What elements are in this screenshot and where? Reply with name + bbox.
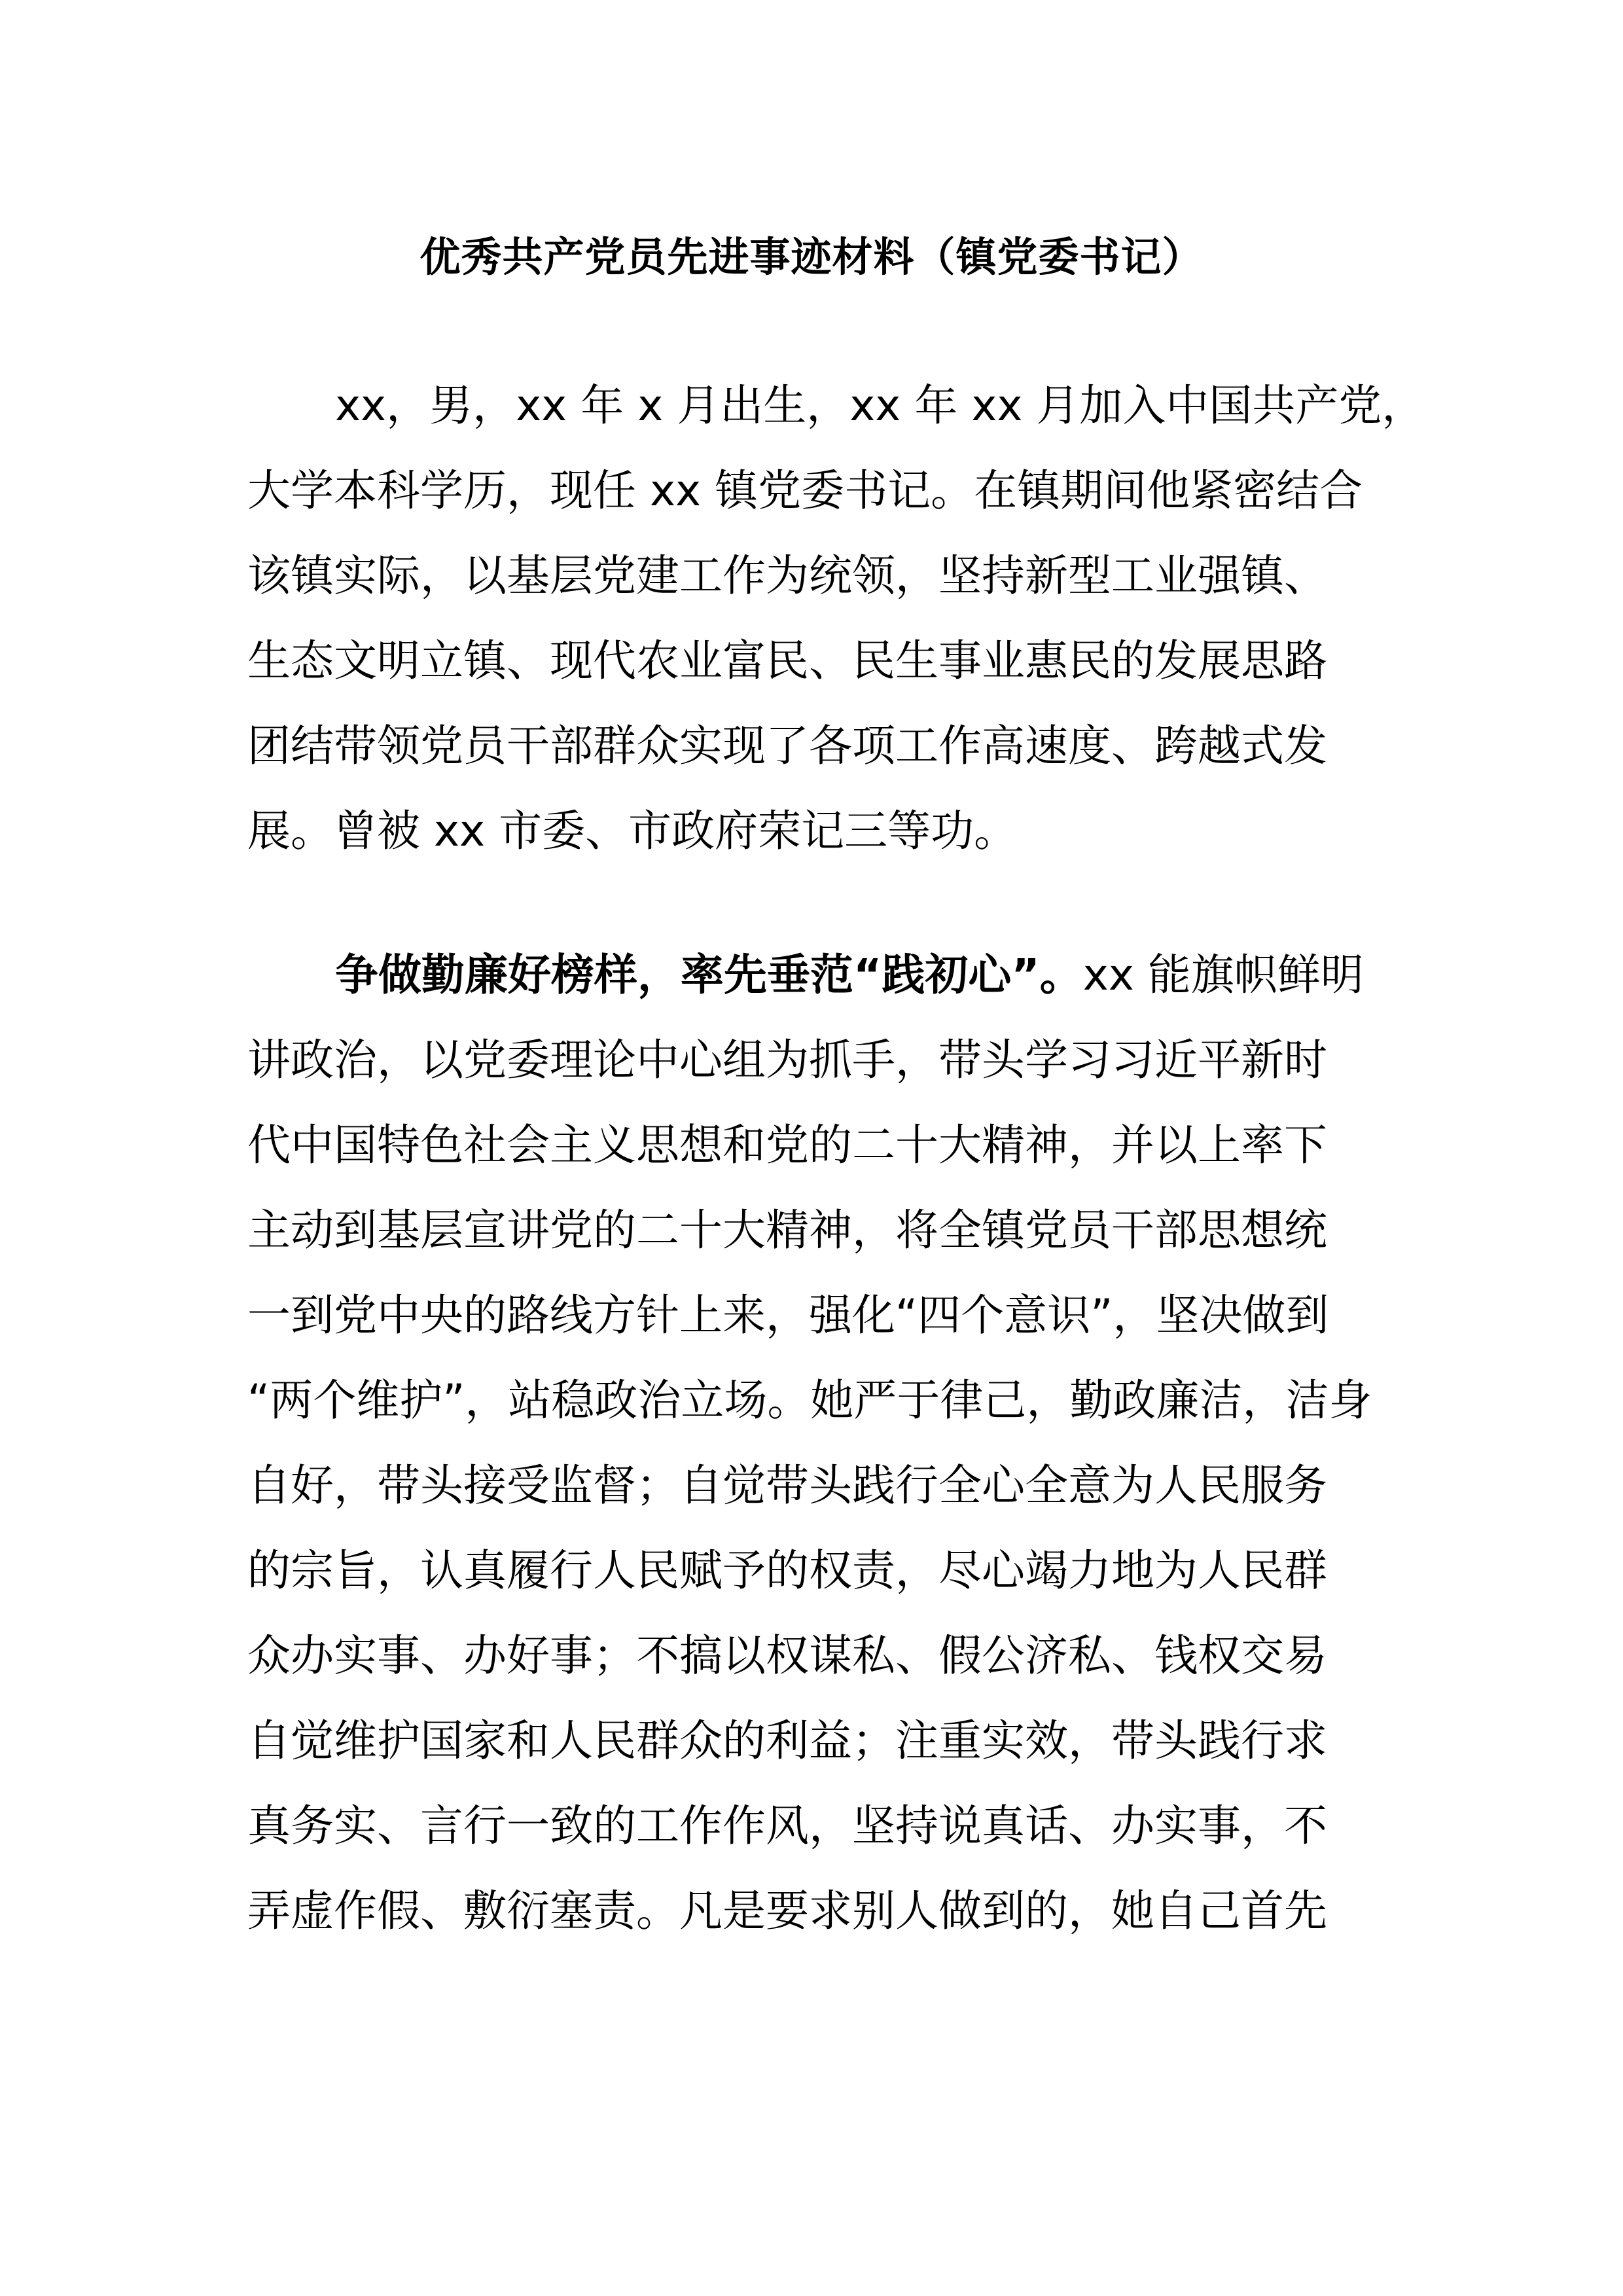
text-line: 真务实、言行一致的工作作风，坚持说真话、办实事，不: [247, 1801, 1327, 1851]
text-run: xx 能旗帜鲜明: [1082, 950, 1364, 1000]
text-line: 讲政治，以党委理论中心组为抓手，带头学习习近平新时: [247, 1035, 1327, 1085]
text-line: xx，男，xx 年 x 月出生，xx 年 xx 月加入中国共产党，: [335, 380, 1425, 431]
text-line: 团结带领党员干部群众实现了各项工作高速度、跨越式发: [247, 721, 1327, 771]
text-line: “两个维护”，站稳政治立场。她严于律己，勤政廉洁，洁身: [247, 1375, 1372, 1426]
text-line: 一到党中央的路线方针上来，强化“四个意识”，坚决做到: [247, 1290, 1329, 1340]
text-line: 该镇实际，以基层党建工作为统领，坚持新型工业强镇、: [247, 550, 1327, 601]
text-line-first: [247, 933, 1399, 1018]
text-line: 展。曾被 xx 市委、市政府荣记三等功。: [247, 806, 1018, 856]
text-line: 自觉维护国家和人民群众的利益；注重实效，带头践行求: [247, 1715, 1327, 1766]
text-line: 自好，带头接受监督；自觉带头践行全心全意为人民服务: [247, 1460, 1327, 1511]
text-line: 大学本科学历，现任 xx 镇党委书记。在镇期间他紧密结合: [247, 465, 1363, 516]
document-title: 优秀共产党员先进事迹材料（镇党委书记）: [419, 233, 1204, 281]
text-line: 的宗旨，认真履行人民赋予的权责，尽心竭力地为人民群: [247, 1545, 1327, 1596]
text-line: 弄虚作假、敷衍塞责。凡是要求别人做到的，她自己首先: [247, 1886, 1327, 1936]
paragraph-integrity: [247, 933, 1399, 1954]
text-line: 主动到基层宣讲党的二十大精神，将全镇党员干部思想统: [247, 1205, 1327, 1255]
paragraph-lead-heading: 争做勤廉好榜样，率先垂范“践初心”。: [335, 950, 1083, 1000]
text-line: 众办实事、办好事；不搞以权谋私、假公济私、钱权交易: [247, 1630, 1327, 1681]
text-line: 生态文明立镇、现代农业富民、民生事业惠民的发展思路: [247, 636, 1327, 686]
paragraph-introduction: [247, 363, 1425, 874]
text-line: 代中国特色社会主义思想和党的二十大精神，并以上率下: [247, 1120, 1327, 1170]
